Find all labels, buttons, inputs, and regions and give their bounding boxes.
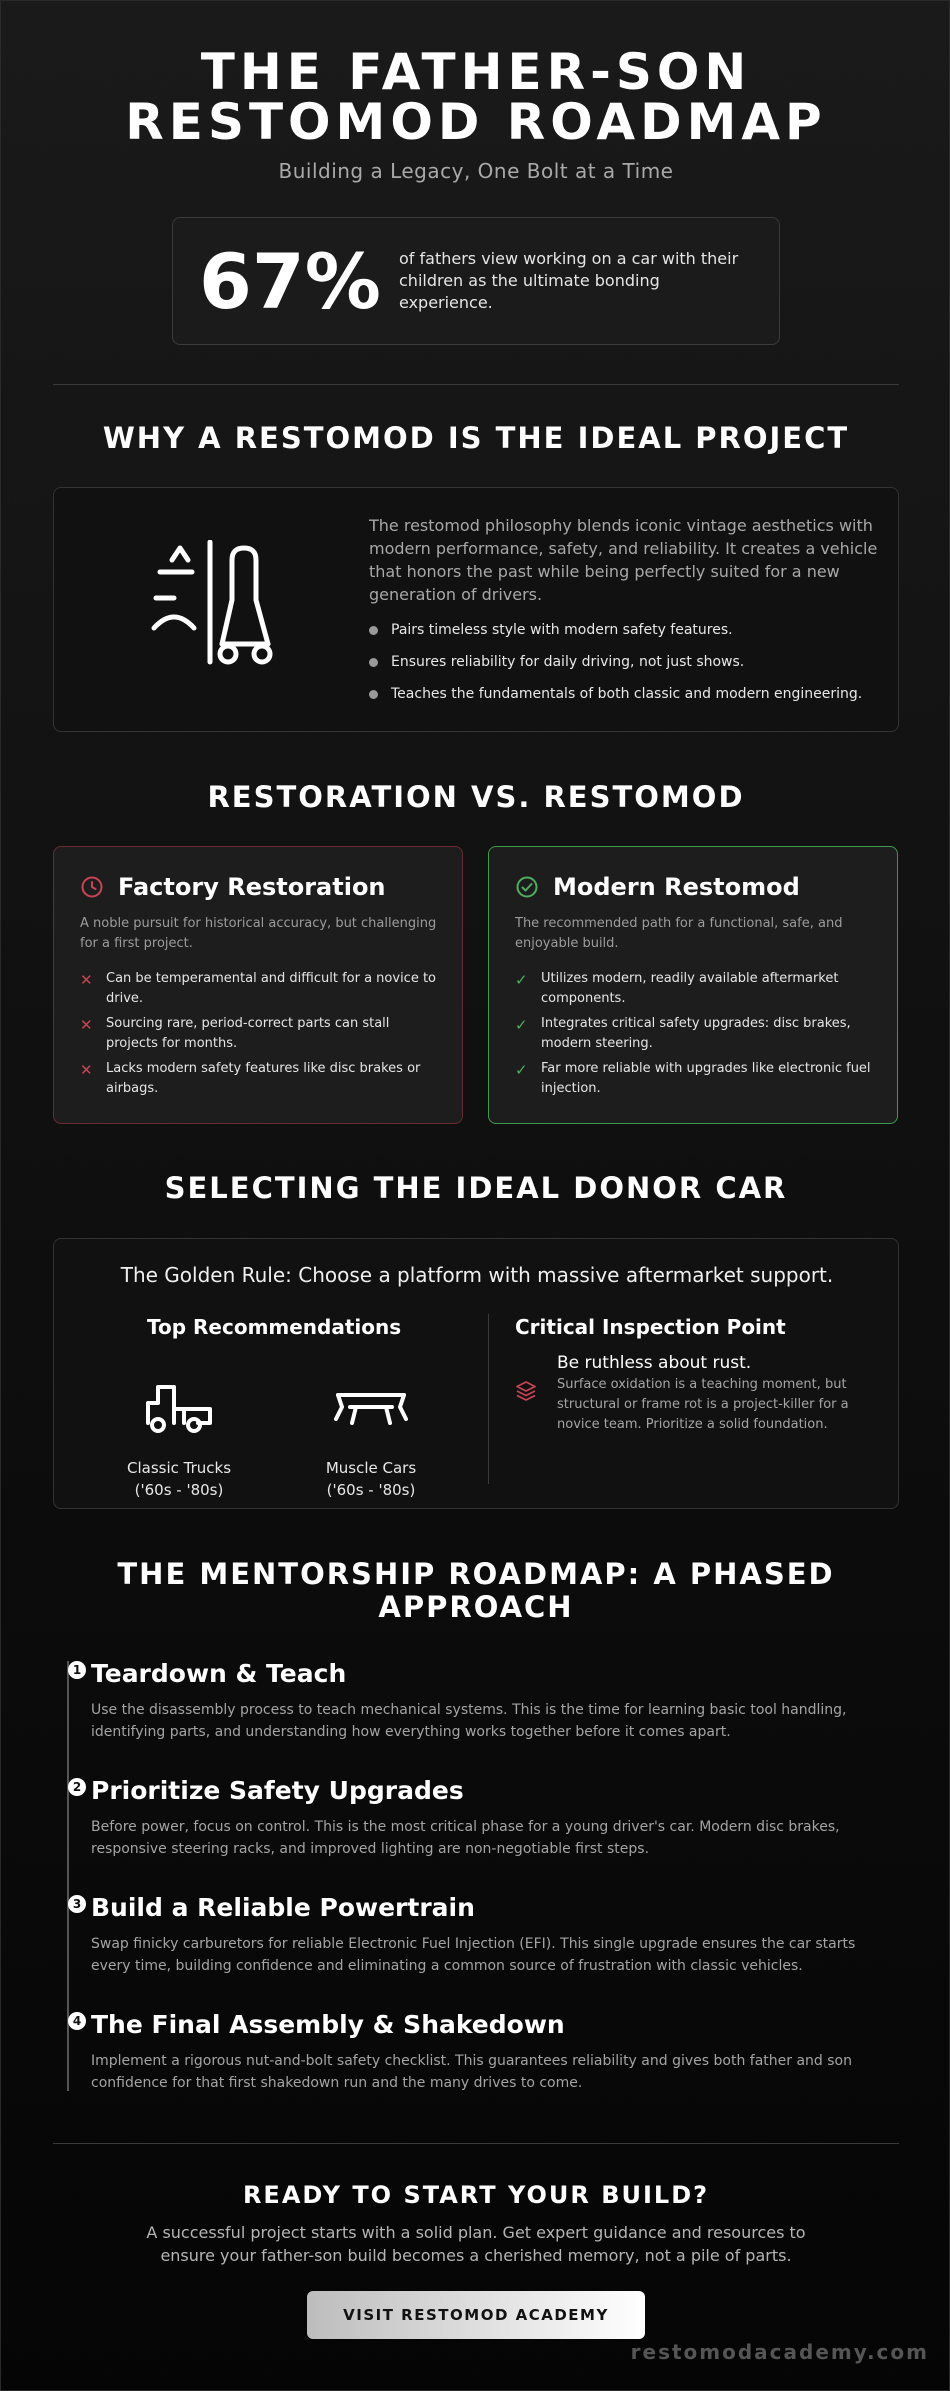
stat-value: 67% xyxy=(199,237,381,326)
golden-rule: The Golden Rule: Choose a platform with massive aftermarket support. xyxy=(120,1263,834,1287)
column-divider xyxy=(488,1314,489,1484)
inspection-title: Critical Inspection Point xyxy=(515,1315,786,1339)
roadmap-timeline-line xyxy=(67,1661,69,2091)
truck-icon xyxy=(144,1383,214,1435)
step-number: 1 xyxy=(68,1661,86,1679)
list-item-text: Utilizes modern, readily available aftermarket components. xyxy=(541,971,839,1006)
why-bullet-list xyxy=(369,620,899,716)
why-bullet: Ensures reliability for daily driving, not just shows. xyxy=(369,652,899,684)
step-text: Implement a rigorous nut-and-bolt safety checklist. This guarantees reliability and gives both father and son confidence for that first shakedown run and the many drives to come. xyxy=(91,2053,852,2091)
x-icon: ✕ xyxy=(80,971,93,989)
restoration-card xyxy=(53,846,463,1124)
donor-section-title: SELECTING THE IDEAL DONOR CAR xyxy=(164,1171,788,1205)
roadmap-section-title xyxy=(1,1558,950,1624)
x-icon: ✕ xyxy=(80,1016,93,1034)
check-icon: ✓ xyxy=(515,1061,528,1079)
check-icon: ✓ xyxy=(515,1016,528,1034)
step-title: The Final Assembly & Shakedown xyxy=(91,2010,565,2039)
father-son-wrench-icon xyxy=(146,540,286,670)
comparison-section-title: RESTORATION VS. RESTOMOD xyxy=(207,780,745,814)
restomod-card xyxy=(488,846,898,1124)
roadmap-title-line-2: APPROACH xyxy=(378,1590,574,1624)
clock-icon xyxy=(80,875,104,899)
list-item-text: Far more reliable with upgrades like electronic fuel injection. xyxy=(541,1061,871,1096)
check-circle-icon xyxy=(515,875,539,899)
footer-brand: restomodacademy.com xyxy=(630,2340,929,2364)
roadmap-step xyxy=(72,2008,881,2094)
list-item xyxy=(515,969,875,1009)
recommendation-trucks xyxy=(89,1457,269,1501)
step-text: Swap finicky carburetors for reliable Electronic Fuel Injection (EFI). This single upgrade ensures the car starts every time, building confidence and eliminating a common source of frustration with classic vehicles. xyxy=(91,1936,856,1974)
roadmap-title-line-1: THE MENTORSHIP ROADMAP: A PHASED xyxy=(117,1557,835,1591)
check-icon: ✓ xyxy=(515,971,528,989)
list-item xyxy=(515,1014,875,1054)
recommendation-label: Classic Trucks xyxy=(126,1459,232,1477)
muscle-car-icon xyxy=(334,1389,408,1429)
list-item-text: Integrates critical safety upgrades: disc brakes, modern steering. xyxy=(541,1016,851,1051)
why-bullet: Teaches the fundamentals of both classic and modern engineering. xyxy=(369,684,899,716)
donor-card xyxy=(53,1238,899,1509)
recommendation-years: ('60s - '80s) xyxy=(326,1481,416,1499)
section-divider xyxy=(53,2143,899,2144)
list-item xyxy=(80,1059,440,1099)
step-number: 2 xyxy=(68,1778,86,1796)
why-bullet: Pairs timeless style with modern safety features. xyxy=(369,620,899,652)
why-description: The restomod philosophy blends iconic vintage aesthetics with modern performance, safety, and reliability. It creates a vehicle that honors the past while being perfectly suited for a new generation of drivers. xyxy=(369,516,878,604)
page-title-line-1: THE FATHER-SON xyxy=(200,43,752,101)
cta-title: READY TO START YOUR BUILD? xyxy=(242,2181,710,2209)
stat-text: of fathers view working on a car with their children as the ultimate bonding experience. xyxy=(399,249,739,312)
page-title xyxy=(1,43,950,151)
restomod-header xyxy=(515,871,800,903)
inspection-text: Surface oxidation is a teaching moment, but structural or frame rot is a project-killer for a novice team. Prioritize a solid foundation. xyxy=(557,1377,849,1432)
why-section-title: WHY A RESTOMOD IS THE IDEAL PROJECT xyxy=(102,421,850,455)
list-item xyxy=(80,1014,440,1054)
step-text: Before power, focus on control. This is the most critical phase for a young driver's car. Modern disc brakes, responsive steering racks, and improved lighting are non-negotiable first steps. xyxy=(91,1819,840,1857)
step-number: 4 xyxy=(68,2012,86,2030)
list-item-text: Lacks modern safety features like disc brakes or airbags. xyxy=(106,1061,421,1096)
roadmap-step xyxy=(72,1774,881,1860)
roadmap-step xyxy=(72,1657,881,1743)
recommendation-muscle-cars xyxy=(281,1457,461,1501)
step-number: 3 xyxy=(68,1895,86,1913)
recommendation-years: ('60s - '80s) xyxy=(134,1481,224,1499)
restoration-cons-list xyxy=(80,969,440,1104)
restomod-title: Modern Restomod xyxy=(553,873,800,901)
step-title: Prioritize Safety Upgrades xyxy=(91,1776,464,1805)
section-divider xyxy=(53,384,899,385)
restoration-header xyxy=(80,871,386,903)
recommendation-label: Muscle Cars xyxy=(325,1459,417,1477)
step-title: Build a Reliable Powertrain xyxy=(91,1893,475,1922)
restoration-description: A noble pursuit for historical accuracy, but challenging for a first project. xyxy=(80,916,437,951)
restomod-description: The recommended path for a functional, safe, and enjoyable build. xyxy=(515,916,843,951)
list-item xyxy=(515,1059,875,1099)
cta-text: A successful project starts with a solid plan. Get expert guidance and resources to ensure your father-son build becomes a cherished memory, not a pile of parts. xyxy=(146,2223,806,2265)
stat-callout xyxy=(172,217,780,345)
list-item-text: Can be temperamental and difficult for a novice to drive. xyxy=(106,971,437,1006)
step-title: Teardown & Teach xyxy=(91,1659,347,1688)
why-card xyxy=(53,487,899,732)
restoration-title: Factory Restoration xyxy=(118,873,386,901)
restomod-pros-list xyxy=(515,969,875,1104)
roadmap-step xyxy=(72,1891,881,1977)
layers-warning-icon xyxy=(515,1380,537,1402)
page-title-line-2: RESTOMOD ROADMAP xyxy=(125,93,827,151)
visit-academy-button[interactable]: VISIT RESTOMOD ACADEMY xyxy=(307,2291,645,2339)
recommendations-title: Top Recommendations xyxy=(147,1315,402,1339)
page-subtitle: Building a Legacy, One Bolt at a Time xyxy=(278,159,674,183)
list-item xyxy=(80,969,440,1009)
list-item-text: Sourcing rare, period-correct parts can stall projects for months. xyxy=(106,1016,390,1051)
inspection-heading: Be ruthless about rust. xyxy=(557,1353,752,1373)
x-icon: ✕ xyxy=(80,1061,93,1079)
step-text: Use the disassembly process to teach mechanical systems. This is the time for learning basic tool handling, identifying parts, and understanding how everything works together before it comes apart. xyxy=(91,1702,847,1740)
